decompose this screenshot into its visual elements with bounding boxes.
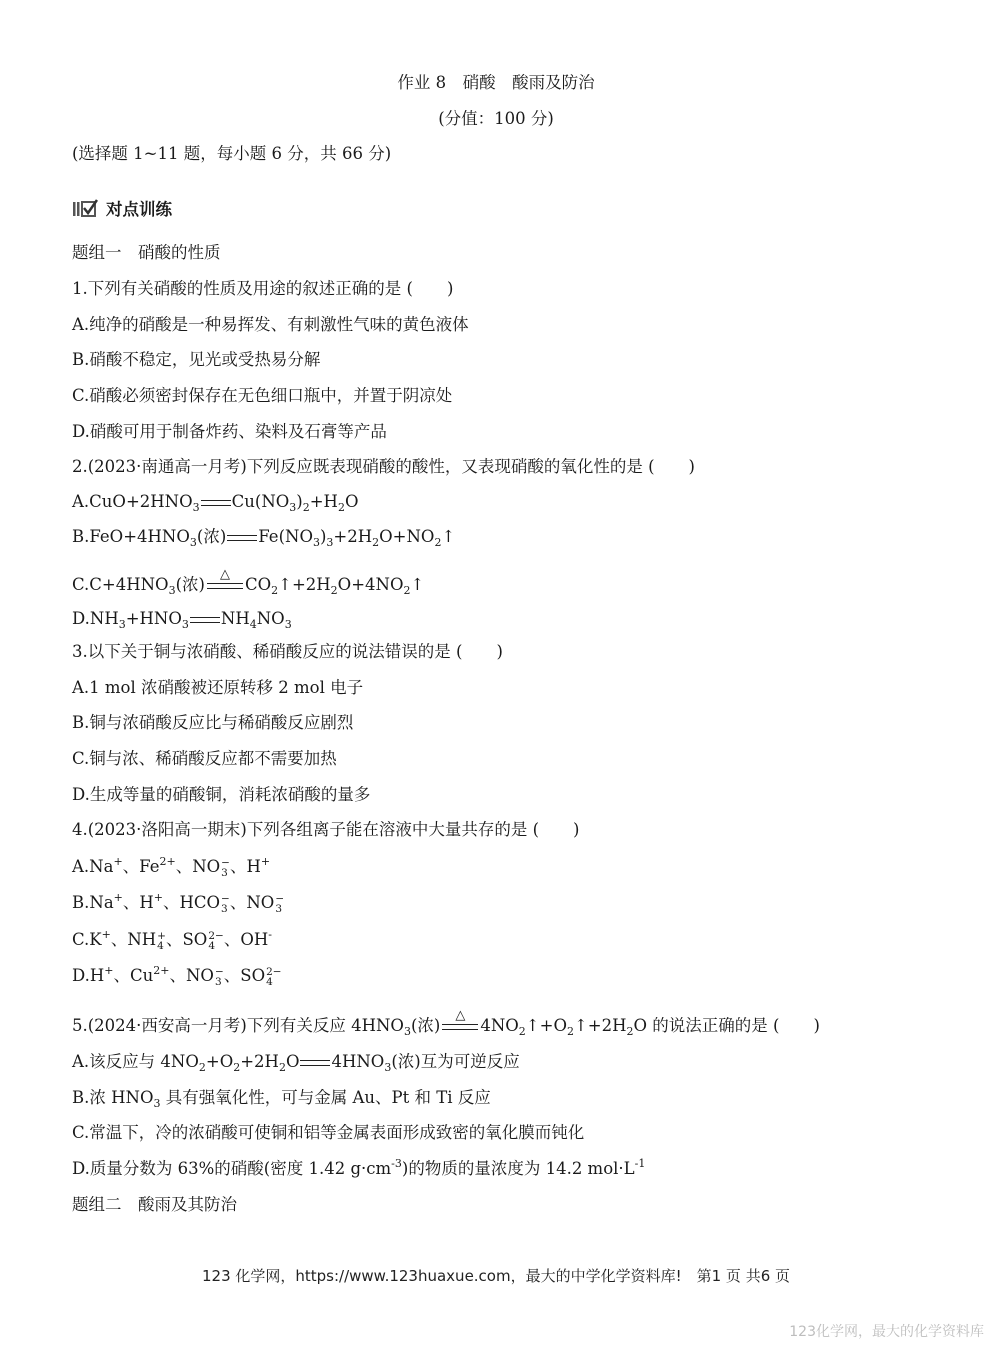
section-header — [72, 196, 172, 220]
q5-option-b: B.浓 $HNO_3$ 具有强氧化性，可与金属 Au、Pt 和 Ti 反应 — [72, 1088, 491, 1110]
question-4-stem: 4.(2023·洛阳高一期末)下列各组离子能在溶液中大量共存的是 ( ) — [72, 820, 580, 839]
heating-equals-sign — [442, 1007, 478, 1030]
group-1-heading: 题组一 硝酸的性质 — [72, 243, 221, 262]
equals-sign — [201, 500, 231, 506]
question-1-stem: 1.下列有关硝酸的性质及用途的叙述正确的是 ( ) — [72, 279, 454, 298]
heat-triangle-icon: △ — [219, 566, 230, 582]
page-footer: 123 化学网，https://www.123huaxue.com，最大的中学化学资料库! 第1 页 共6 页 — [201, 1267, 791, 1285]
q3-option-a: A.1 mol 浓硝酸被还原转移 2 mol 电子 — [72, 678, 364, 697]
score-line: (分值：100 分) — [438, 109, 554, 128]
q1-option-c: C.硝酸必须密封保存在无色细口瓶中，并置于阴凉处 — [72, 386, 453, 405]
heat-triangle-icon: △ — [455, 1007, 466, 1023]
equals-sign — [227, 535, 257, 541]
group-2-heading: 题组二 酸雨及其防治 — [72, 1195, 237, 1214]
q5-option-c: C.常温下，冷的浓硝酸可使铜和铝等金属表面形成致密的氧化膜而钝化 — [72, 1123, 585, 1142]
instruction-note: (选择题 1~11 题，每小题 6 分，共 66 分) — [72, 144, 392, 163]
q2-option-b: $B.FeO+4HNO_3$(浓) $Fe(NO_3)_3+2H_2O+NO_2↑$ — [72, 527, 456, 549]
section-label: 对点训练 — [106, 200, 172, 219]
q5-option-d: D.质量分数为 63%的硝酸(密度 1.42 $g\cdot cm^{-3}$)的物质的量浓度为 14.2 $mol\cdot L^{-1}$ — [72, 1157, 646, 1178]
watermark: 123化学网，最大的化学资料库 — [789, 1324, 984, 1340]
q1-option-a: A.纯净的硝酸是一种易挥发、有刺激性气味的黄色液体 — [72, 315, 469, 334]
question-3-stem: 3.以下关于铜与浓硝酸、稀硝酸反应的说法错误的是 ( ) — [72, 642, 503, 661]
q1-option-b: B.硝酸不稳定，见光或受热易分解 — [72, 350, 321, 369]
q3-option-b: B.铜与浓硝酸反应比与稀硝酸反应剧烈 — [72, 713, 354, 732]
q2-option-c: $C.C+4HNO_3$(浓) △ $CO_2↑+2H_2O+4NO_2↑$ — [72, 574, 424, 596]
q1-option-d: D.硝酸可用于制备炸药、染料及石膏等产品 — [72, 422, 387, 441]
q3-option-c: C.铜与浓、稀硝酸反应都不需要加热 — [72, 749, 337, 768]
q4-option-a: A.Na+、$Fe^{2+}$、NO − 3 、H+ — [72, 855, 271, 879]
q2-option-a: $A.CuO+2HNO_3$ $Cu(NO_3)_2+H_2O$ — [72, 492, 359, 514]
q4-option-d: D.H+、$Cu^{2+}$、NO − 3 、SO 2− 4 — [72, 964, 282, 988]
q4-option-b: B.Na+、H+、HCO − 3 、NO − 3 — [72, 891, 285, 915]
heating-equals-sign — [207, 566, 243, 589]
question-5-stem: 5.(2024·西安高一月考)下列有关反应 $4HNO_3$(浓) △ $4NO_2↑+O_2↑+2H_2O$ 的说法正确的是 ( ) — [72, 1015, 820, 1037]
question-2-stem: 2.(2023·南通高一月考)下列反应既表现硝酸的酸性，又表现硝酸的氧化性的是 ( ) — [72, 457, 695, 476]
page-title: 作业 8 硝酸 酸雨及防治 — [397, 73, 595, 92]
q3-option-d: D.生成等量的硝酸铜，消耗浓硝酸的量多 — [72, 785, 371, 804]
q5-option-a: A.该反应与 $4NO_2+O_2+2H_2O$ $4HNO_3$(浓)互为可逆反应 — [72, 1052, 520, 1074]
q4-option-c: C.K+、NH + 4 、SO 2− 4 、OH- — [72, 928, 272, 952]
checklist-icon — [72, 198, 98, 218]
equals-sign — [300, 1060, 330, 1066]
equals-sign — [190, 617, 220, 623]
q2-option-d: $D.NH_3+HNO_3$ $NH_4NO_3$ — [72, 609, 292, 631]
